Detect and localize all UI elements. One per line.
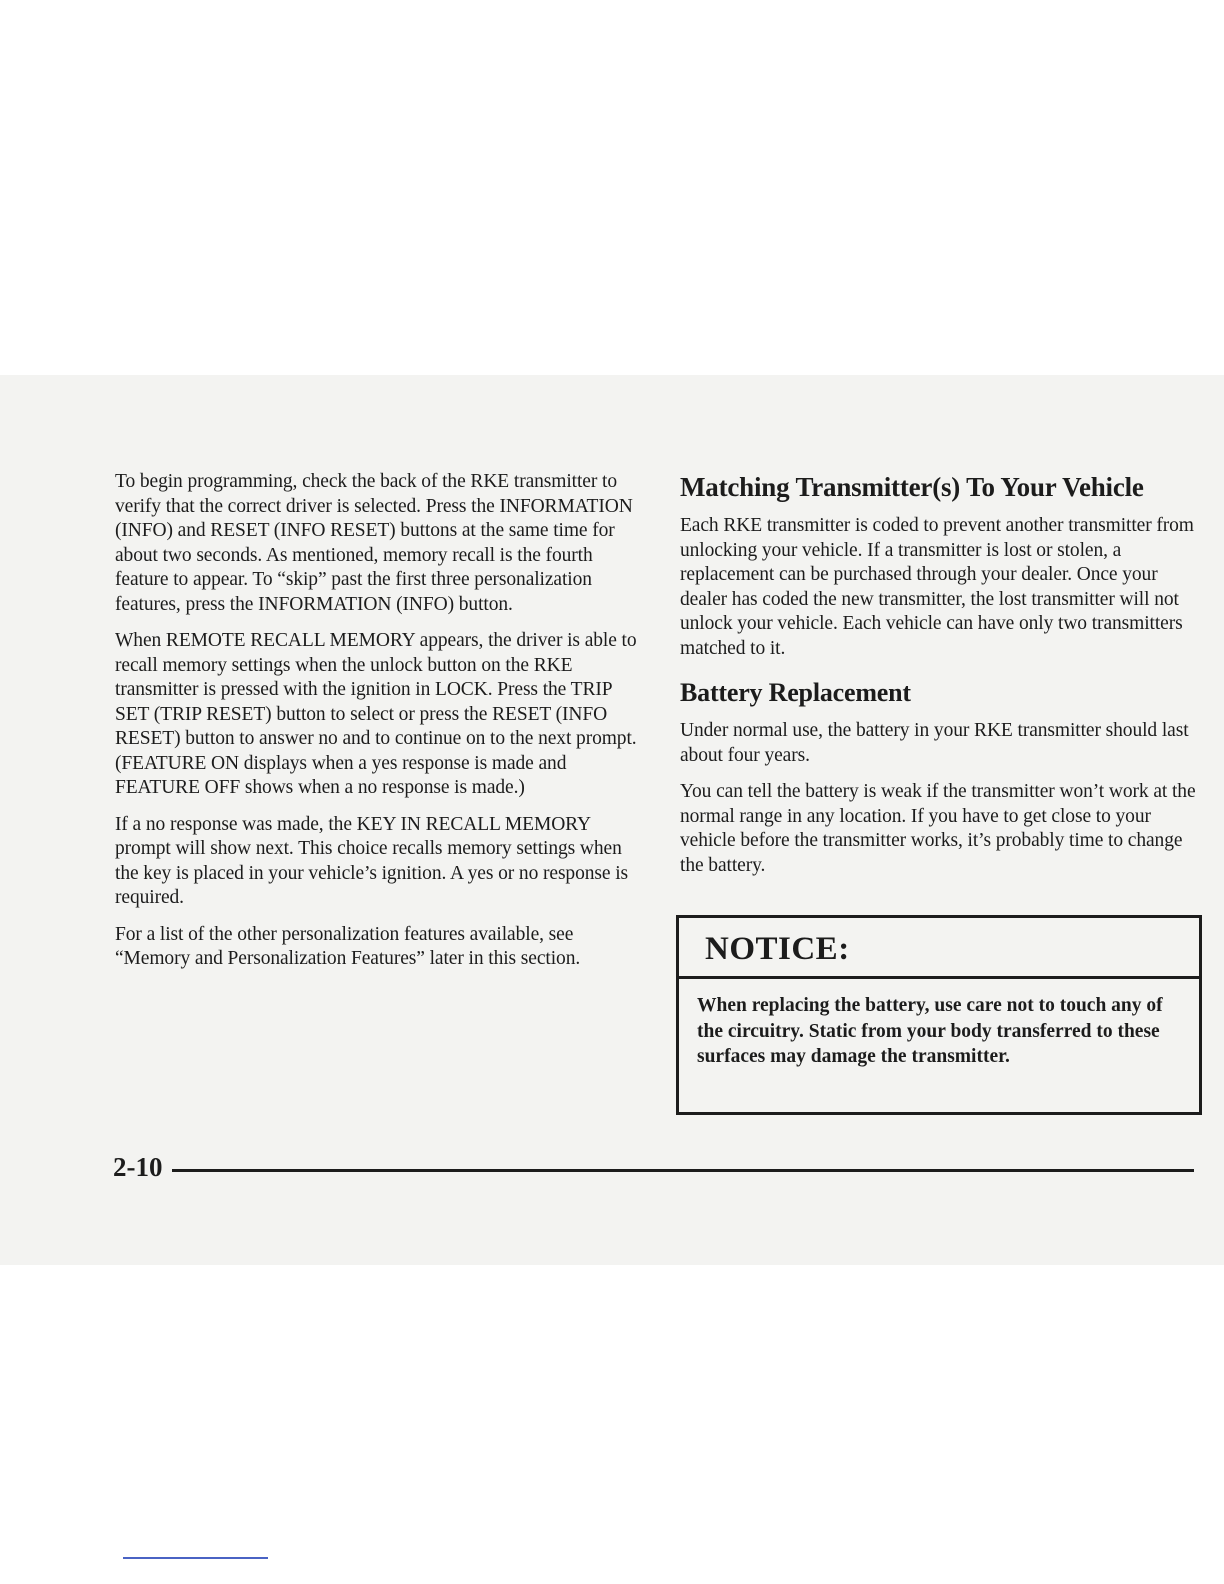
- left-column: [115, 470, 645, 984]
- notice-box: [676, 915, 1202, 1115]
- remote-recall-paragraph: When REMOTE RECALL MEMORY appears, the driver is able to recall memory settings when the unlock button on the RKE transmitter is pressed with the ignition in LOCK. Press the TRIP SET (TRIP RESET) button to select or press the RESET (INFO RESET) button to answer no and to continue on to the next prompt. (FEATURE ON displays when a yes response is made and FEATURE OFF shows when a no response is made.): [115, 630, 637, 798]
- battery-weak-paragraph: You can tell the battery is weak if the transmitter won’t work at the normal range in any location. If you have to get close to your vehicle before the transmitter works, it’s probably time to change the battery.: [680, 781, 1196, 876]
- bottom-link-underline: [123, 1557, 268, 1559]
- right-column: [680, 470, 1205, 890]
- battery-replacement-heading: Battery Replacement: [680, 678, 911, 707]
- matching-transmitters-heading: Matching Transmitter(s) To Your Vehicle: [680, 472, 1144, 502]
- battery-life-paragraph: Under normal use, the battery in your RKE transmitter should last about four years.: [680, 720, 1189, 766]
- notice-title: NOTICE:: [679, 918, 1199, 979]
- personalization-reference-paragraph: For a list of the other personalization features available, see “Memory and Personalization Features” later in this section.: [115, 923, 581, 969]
- programming-paragraph: To begin programming, check the back of the RKE transmitter to verify that the correct driver is selected. Press the INFORMATION (INFO) and RESET (INFO RESET) buttons at the same time for about two seconds. As mentioned, memory recall is the fourth feature to appear. To “skip” past the first three personalization features, press the INFORMATION (INFO) button.: [115, 471, 633, 615]
- notice-text: When replacing the battery, use care not to touch any of the circuitry. Static from your body transferred to these surfaces may damage the transmitter.: [697, 995, 1163, 1067]
- page-number: 2-10: [113, 1152, 163, 1182]
- key-in-recall-paragraph: If a no response was made, the KEY IN RECALL MEMORY prompt will show next. This choice recalls memory settings when the key is placed in your vehicle’s ignition. A yes or no response is required.: [115, 813, 629, 908]
- footer-rule: [172, 1169, 1194, 1172]
- matching-transmitters-paragraph: Each RKE transmitter is coded to prevent another transmitter from unlocking your vehicle. If a transmitter is lost or stolen, a replacement can be purchased through your dealer. Once your dealer has coded the new transmitter, the lost transmitter will not unlock your vehicle. Each vehicle can have only two transmitters matched to it.: [680, 515, 1194, 659]
